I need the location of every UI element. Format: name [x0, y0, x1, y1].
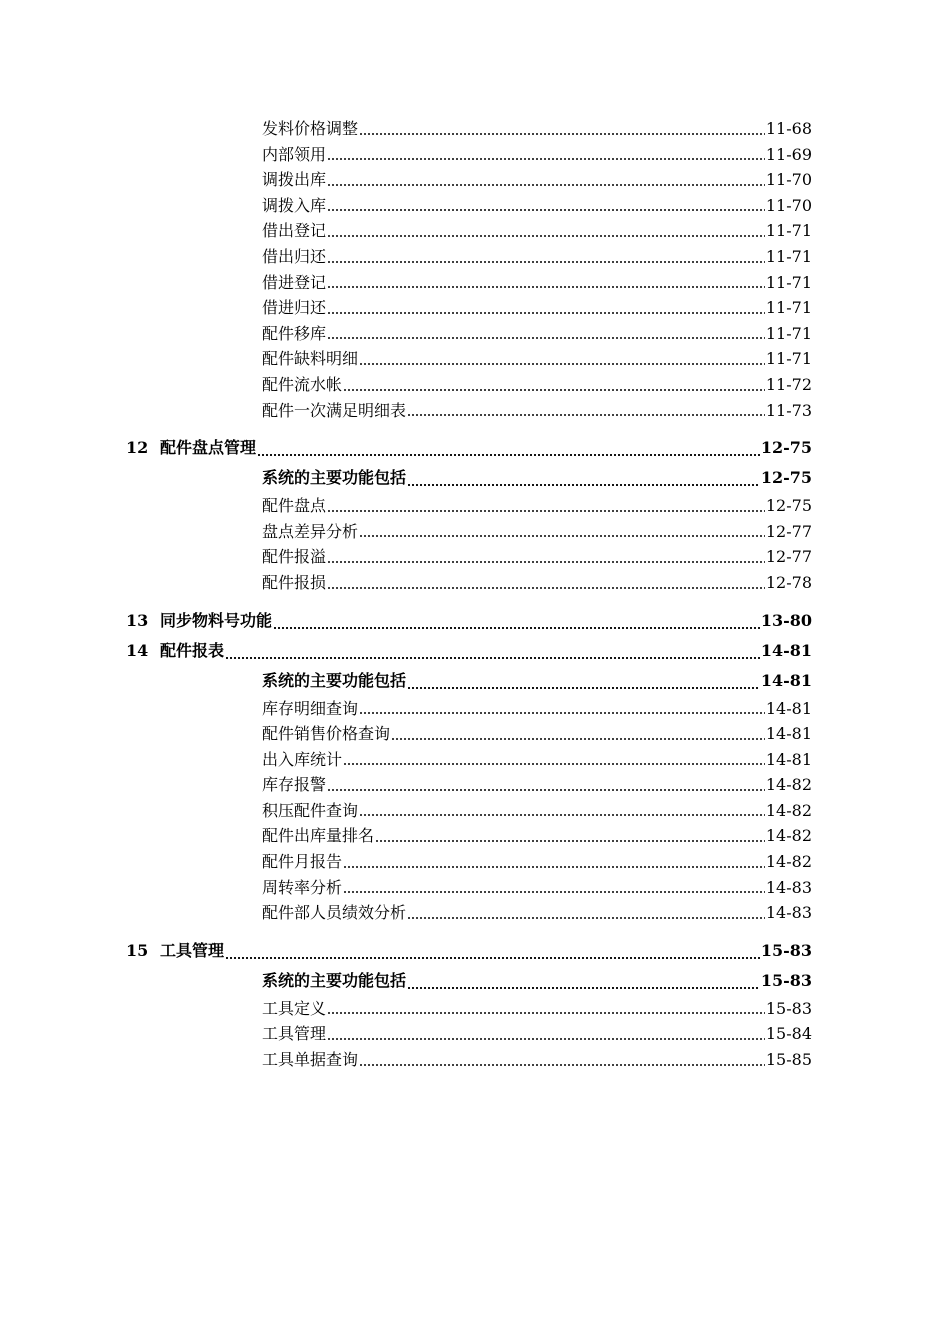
toc-dot-leader: [327, 1023, 765, 1041]
toc-section-entry[interactable]: [0, 295, 812, 321]
toc-entry-title: 出入库统计: [262, 749, 343, 769]
toc-page-number: 12-75: [760, 438, 812, 458]
toc-section-entry[interactable]: [0, 1047, 812, 1073]
toc-section-entry[interactable]: [0, 544, 812, 570]
toc-dot-leader: [375, 825, 765, 843]
toc-entry-title: 配件报表: [160, 640, 225, 660]
toc-section-entry[interactable]: [0, 372, 812, 398]
toc-dot-leader: [359, 697, 765, 715]
toc-entry-title: 库存明细查询: [262, 698, 359, 718]
toc-dot-leader: [327, 774, 765, 792]
toc-dot-leader: [327, 271, 765, 289]
toc-dot-leader: [327, 220, 765, 238]
toc-page-number: 11-71: [765, 349, 812, 369]
toc-section-entry[interactable]: [0, 823, 812, 849]
toc-page-number: 11-71: [765, 221, 812, 241]
toc-section-entry[interactable]: [0, 849, 812, 875]
toc-section-entry[interactable]: [0, 116, 812, 142]
toc-dot-leader: [327, 997, 765, 1015]
toc-page-number: 11-72: [765, 374, 812, 394]
toc-entry-title: 发料价格调整: [262, 119, 359, 138]
toc-page-number: 14-82: [765, 852, 812, 872]
toc-page-number: 14-81: [765, 698, 812, 718]
toc-page-number: 11-71: [765, 246, 812, 266]
toc-dot-leader: [407, 902, 765, 920]
toc-page-number: 14-81: [765, 724, 812, 744]
toc-dot-leader: [359, 1049, 765, 1067]
toc-chapter-entry[interactable]: [0, 636, 812, 666]
toc-section-entry[interactable]: [0, 570, 812, 596]
toc-chapter-number: 15: [126, 940, 149, 960]
toc-section-entry[interactable]: [0, 747, 812, 773]
toc-dot-leader: [343, 876, 765, 894]
toc-chapter-entry[interactable]: [0, 606, 812, 636]
toc-page-number: 11-71: [765, 272, 812, 292]
toc-page-number: 12-77: [765, 521, 812, 541]
toc-section-entry[interactable]: [0, 519, 812, 545]
toc-entry-title: 配件一次满足明细表: [262, 400, 407, 420]
toc-dot-leader: [359, 520, 765, 538]
toc-dot-leader: [359, 118, 765, 136]
toc-dot-leader: [327, 297, 765, 315]
toc-dot-leader: [327, 495, 765, 513]
toc-section-entry[interactable]: [0, 493, 812, 519]
toc-dot-leader: [359, 348, 765, 366]
toc-entry-title: 配件缺料明细: [262, 349, 359, 369]
toc-entry-title: 配件盘点: [262, 496, 327, 516]
toc-chapter-entry[interactable]: [0, 433, 812, 463]
toc-page-number: 13-80: [760, 610, 812, 630]
toc-page-number: 12-75: [760, 468, 812, 488]
toc-section-entry[interactable]: [0, 218, 812, 244]
toc-dot-leader: [327, 546, 765, 564]
toc-page-number: 11-69: [765, 144, 812, 164]
toc-page-number: 11-70: [765, 170, 812, 190]
toc-dot-leader: [343, 374, 765, 392]
toc-chapter-number: 12: [126, 438, 149, 458]
toc-section-entry[interactable]: [0, 900, 812, 926]
toc-dot-leader: [407, 469, 760, 487]
toc-entry-title: 调拨出库: [262, 170, 327, 190]
toc-section-entry[interactable]: [0, 798, 812, 824]
toc-section-entry[interactable]: [0, 398, 812, 424]
toc-page-number: 14-82: [765, 826, 812, 846]
toc-entry-title: 系统的主要功能包括: [262, 670, 407, 690]
toc-entry-title: 系统的主要功能包括: [262, 970, 407, 990]
toc-chapter-entry[interactable]: [0, 936, 812, 966]
toc-entry-title: 配件销售价格查询: [262, 724, 391, 744]
toc-entry-title: 配件月报告: [262, 852, 343, 872]
toc-entry-title: 借进登记: [262, 272, 327, 292]
toc-dot-leader: [273, 612, 760, 630]
toc-section-entry[interactable]: [0, 142, 812, 168]
toc-chapter-number: 14: [126, 640, 149, 660]
toc-entry-title: 配件流水帐: [262, 374, 343, 394]
toc-page-number: 11-70: [765, 195, 812, 215]
toc-entry-title: 工具定义: [262, 998, 327, 1018]
toc-entry-title: 配件移库: [262, 323, 327, 343]
toc-section-entry[interactable]: [0, 772, 812, 798]
toc-dot-leader: [327, 322, 765, 340]
toc-entry-title: 配件报溢: [262, 547, 327, 567]
toc-entry-title: 配件报损: [262, 572, 327, 592]
toc-section-entry[interactable]: [0, 167, 812, 193]
toc-section-entry[interactable]: [0, 875, 812, 901]
toc-page-number: 14-83: [765, 903, 812, 923]
toc-section-entry[interactable]: [0, 270, 812, 296]
toc-entry-title: 工具管理: [262, 1024, 327, 1044]
toc-section-entry[interactable]: [0, 244, 812, 270]
toc-entry-title: 盘点差异分析: [262, 521, 359, 541]
toc-entry-title: 借出归还: [262, 246, 327, 266]
toc-page-number: 14-83: [765, 877, 812, 897]
toc-page-number: 12-77: [765, 547, 812, 567]
toc-section-entry[interactable]: [0, 721, 812, 747]
toc-section-entry[interactable]: [0, 966, 812, 996]
toc-page-number: 14-81: [760, 640, 812, 660]
toc-page-number: 15-83: [760, 940, 812, 960]
toc-page-number: 14-82: [765, 775, 812, 795]
toc-dot-leader: [327, 169, 765, 187]
toc-section-entry[interactable]: [0, 996, 812, 1022]
toc-page-number: 11-71: [765, 323, 812, 343]
toc-page-number: 11-71: [765, 298, 812, 318]
toc-section-entry[interactable]: [0, 193, 812, 219]
toc-dot-leader: [343, 851, 765, 869]
toc-page-number: 12-78: [765, 572, 812, 592]
toc-page-number: 15-83: [765, 998, 812, 1018]
toc-dot-leader: [327, 572, 765, 590]
toc-entry-title: 配件盘点管理: [160, 438, 257, 458]
toc-dot-leader: [225, 642, 760, 660]
toc-dot-leader: [407, 399, 765, 417]
toc-section-entry[interactable]: [0, 1021, 812, 1047]
toc-entry-title: 内部领用: [262, 144, 327, 164]
toc-dot-leader: [407, 672, 760, 690]
toc-entry-title: 工具单据查询: [262, 1050, 359, 1070]
toc-entry-title: 工具管理: [160, 940, 225, 960]
toc-chapter-number: 13: [126, 610, 149, 630]
toc-page-number: 14-81: [760, 670, 812, 690]
toc-dot-leader: [343, 748, 765, 766]
toc-entry-title: 借进归还: [262, 298, 327, 318]
toc-dot-leader: [327, 194, 765, 212]
toc-section-entry[interactable]: [0, 346, 812, 372]
toc-dot-leader: [257, 439, 760, 457]
toc-section-entry[interactable]: [0, 321, 812, 347]
toc-page-number: 15-83: [760, 970, 812, 990]
toc-entry-title: 周转率分析: [262, 877, 343, 897]
toc-page-number: 11-68: [765, 119, 812, 138]
toc-entry-title: 系统的主要功能包括: [262, 468, 407, 488]
toc-page-number: 14-81: [765, 749, 812, 769]
toc-entry-title: 同步物料号功能: [160, 610, 273, 630]
toc-entry-title: 调拨入库: [262, 195, 327, 215]
toc-section-entry[interactable]: [0, 463, 812, 493]
toc-entry-title: 积压配件查询: [262, 800, 359, 820]
toc-page-number: 15-84: [765, 1024, 812, 1044]
toc-dot-leader: [391, 723, 765, 741]
toc-dot-leader: [225, 942, 760, 960]
toc-entry-title: 借出登记: [262, 221, 327, 241]
toc-section-entry[interactable]: [0, 696, 812, 722]
toc-entry-title: 库存报警: [262, 775, 327, 795]
toc-dot-leader: [327, 143, 765, 161]
toc-page-number: 15-85: [765, 1050, 812, 1070]
toc-page-number: 11-73: [765, 400, 812, 420]
toc-page-number: 14-82: [765, 800, 812, 820]
toc-dot-leader: [407, 972, 760, 990]
toc-entry-title: 配件出库量排名: [262, 826, 375, 846]
toc-page-number: 12-75: [765, 496, 812, 516]
toc-dot-leader: [359, 799, 765, 817]
table-of-contents: [0, 116, 950, 1073]
toc-entry-title: 配件部人员绩效分析: [262, 903, 407, 923]
toc-section-entry[interactable]: [0, 666, 812, 696]
toc-dot-leader: [327, 246, 765, 264]
